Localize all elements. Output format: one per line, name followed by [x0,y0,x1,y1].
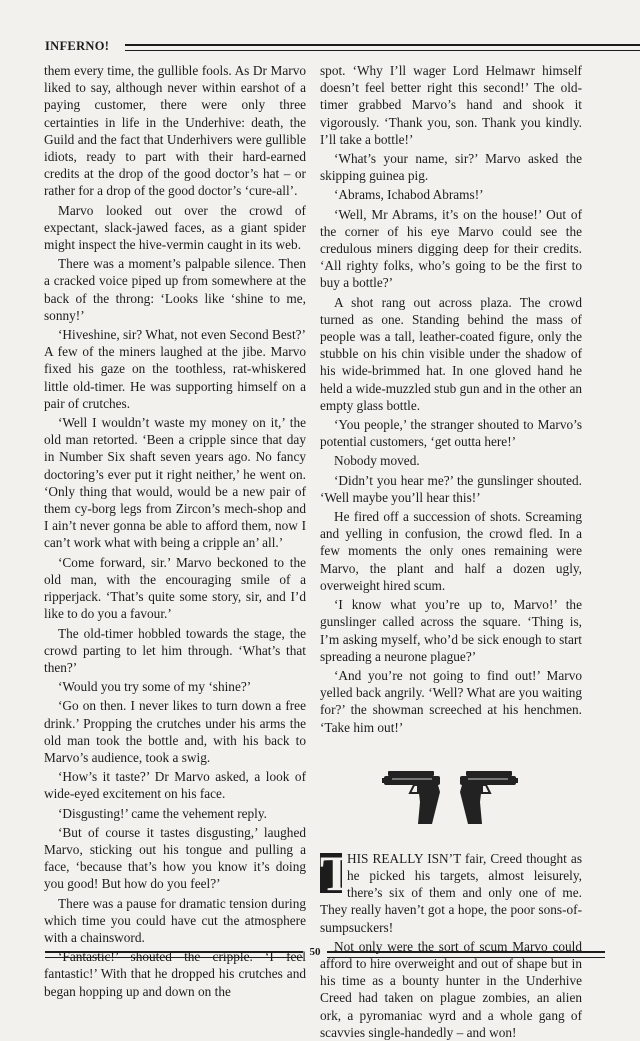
paragraph: ‘Come forward, sir.’ Marvo beckoned to the old man, with the encouraging smile of a ripperjack. ‘That’s quite some story, sir, and I’d like to do you a favour.’ [44,554,306,622]
lead-in: HIS REALLY ISN’T fair, [347,850,487,866]
paragraph: ‘Would you try some of my ‘shine?’ [58,679,252,695]
section-break-ornament [320,762,582,832]
paragraph: A shot rang out across plaza. The crowd turned as one. Standing behind the mass of people was a tall, leather-coated figure, only the stubble on his chin visible under the shadow of his wide-brimmed hat. In one gloved hand he held a wide-muzzled stub gun and in the other an empty glass bottle. [320,294,582,413]
paragraph: ‘What’s your name, sir?’ Marvo asked the skipping guinea pig. [320,151,582,184]
paragraph: ‘How’s it taste?’ Dr Marvo asked, a look of wide-eyed excitement on his face. [44,769,306,802]
left-column [44,62,306,1000]
paragraph: ‘Go on then. I never likes to turn down a free drink.’ Propping the crutches under his arms the old man took the bottle and, with his back to Marvo’s audience, took a swig. [44,698,306,765]
running-header [45,37,640,57]
paragraph: Nobody moved. [334,453,420,469]
drop-cap: T [320,844,354,901]
paragraph: Not only were the sort of scum Marvo could afford to hire overweight and out of shape but in his time as a bounty hunter in the Underhive Creed had taken on plague zombies, an alien ork, a pyromaniac wyrd and a whole gang of scavvies single-handedly – and won! [320,938,582,1040]
paragraph: ‘Fantastic!’ shouted the cripple. ‘I feel fantastic!’ With that he dropped his crutches and began hopping up and down on the [44,949,306,999]
paragraph: ‘And you’re not going to find out!’ Marvo yelled back angrily. ‘Well? What are you waiting for?’ the showman screeched at his henchmen. ‘Take him out!’ [320,667,582,735]
paragraph: ‘Disgusting!’ came the vehement reply. [58,805,267,821]
footer-rule-right [327,951,605,958]
paragraph: He fired off a succession of shots. Screaming and yelling in confusion, the crowd fled. In a few moments the only ones remaining were Marvo, the plant and half a dozen ugly, overweight hired scum. [320,509,582,593]
paragraph: ‘Abrams, Ichabod Abrams!’ [334,187,484,203]
paragraph: ‘I know what you’re up to, Marvo!’ the gunslinger called across the square. ‘Thing is, I’m asking myself, who’d be sick enough to start spreading a neurone plague?’ [320,597,582,664]
page-footer [45,947,605,961]
paragraph: ‘But of course it tastes disgusting,’ laughed Marvo, sticking out his tongue and pulling a face, ‘because that’s how you know it’s doing you good! But how do you feel?’ [44,824,306,892]
paragraph: ‘Well, Mr Abrams, it’s on the house!’ Out of the corner of his eye Marvo could see the credulous miners digging deep for their credits. ‘All righty folks, who’s going to be the first to buy a bottle?’ [320,206,582,291]
paragraph: The old-timer hobbled towards the stage, the crowd parting to let him through. ‘What’s that then?’ [44,625,306,675]
crossed-pistols-icon [380,762,520,832]
right-column [320,62,582,1041]
paragraph: spot. ‘Why I’ll wager Lord Helmawr himself doesn’t feel better right this second!’ The old-timer grabbed Marvo’s hand and shook it vigorously. ‘Thank you, son. Thank you kindly. I’ll take a bottle!’ [320,63,582,147]
paragraph: Marvo looked out over the crowd of expectant, slack-jawed faces, as a giant spider might inspect the hive-vermin caught in its web. [44,202,306,253]
header-rule [125,44,640,51]
footer-rule-left [45,951,303,958]
paragraph: ‘Didn’t you hear me?’ the gunslinger shouted. ‘Well maybe you’ll hear this!’ [320,472,582,505]
paragraph: ‘Well I wouldn’t waste my money on it,’ the old man retorted. ‘Been a cripple since that day in Number Six shaft seven years ago. No fancy doctoring’s ever put it right neither,’ he went on. ‘Only thing that would, would be a new pair of them cy-borg legs from Zircon’s mech-shop and I ain’t never gonna be able to afford them, now I can’t work what with being a cripple an’ all.’ [44,415,306,551]
paragraph: ‘Hiveshine, sir? What, not even Second Best?’ A few of the miners laughed at the jibe. Marvo fixed his gaze on the toothless, rat-whiskered little old-timer. He was supporting himself on a pair of crutches. [44,327,306,411]
magazine-title: INFERNO! [45,39,110,53]
paragraph: There was a pause for dramatic tension during which time you could have cut the atmosphere with a chainsword. [44,895,306,945]
paragraph: them every time, the gullible fools. As Dr Marvo liked to say, although never within earshot of a paying customer, there were only three certainties in life in the Underhive: death, the Guild and the fact that Underhivers were gullible idiots, ready to part with their hard-earned credits at the drop of the good doctor’s hat – or rather for a drop of the good doctor’s ‘cure-all’. [44,63,306,199]
paragraph: There was a moment’s palpable silence. Then a cracked voice piped up from somewhere at the back of the throng: ‘Looks like ‘shine to me, sonny!’ [44,256,306,323]
page-number: 50 [309,946,321,958]
paragraph-rest: Creed thought as he picked his targets, almost leisurely, there’s six of them and only one of me. They really haven’t got a hope, the poor sons-of-sumpsuckers! [320,850,582,935]
paragraph: ‘You people,’ the stranger shouted to Marvo’s potential customers, ‘get outta here!’ [320,417,582,450]
section-opening-paragraph [320,844,582,936]
